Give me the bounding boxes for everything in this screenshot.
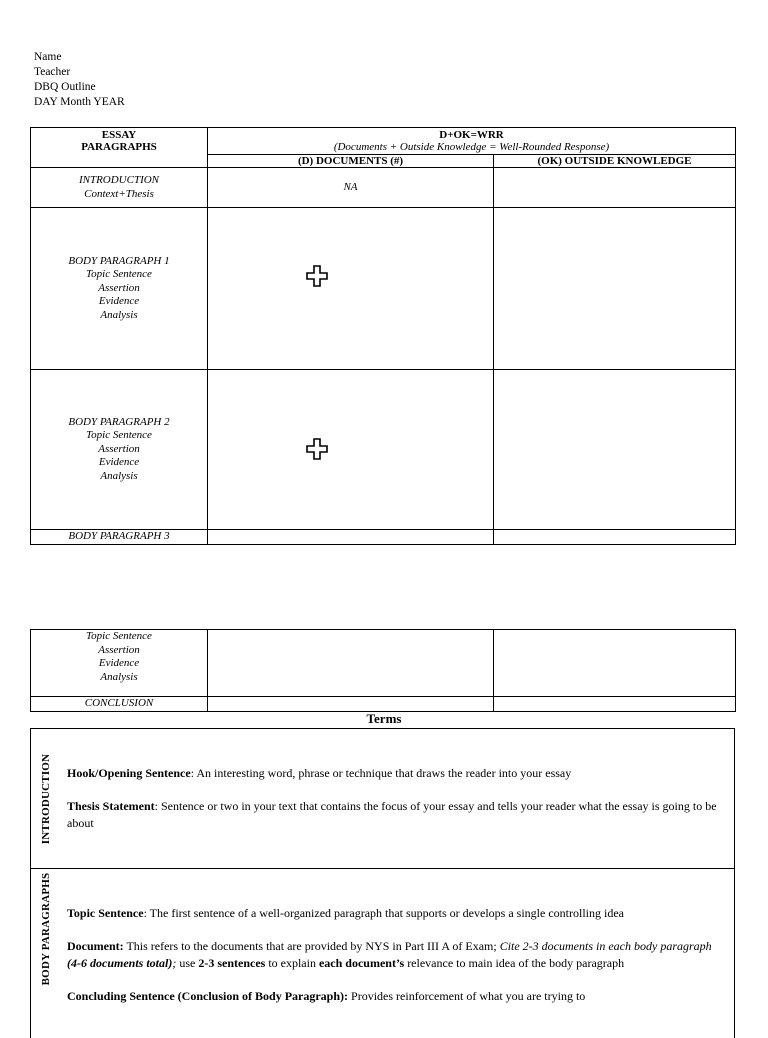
body3-line: Evidence	[98, 657, 140, 669]
concluding-term: Concluding Sentence (Conclusion of Body Paragraph):	[67, 989, 349, 1003]
conclusion-knowledge-cell[interactable]	[494, 697, 736, 712]
topic-def: : The first sentence of a well-organized paragraph that supports or develops a single controlling idea	[143, 906, 624, 920]
document-total: (4-6 documents total)	[67, 956, 173, 970]
body1-documents-cell[interactable]	[208, 208, 494, 370]
teacher-line: Teacher	[34, 66, 71, 78]
document-def4: relevance to main idea of the body paragraph	[404, 956, 625, 970]
body3-label	[31, 630, 208, 697]
outline-table-continued	[30, 629, 736, 712]
body2-documents-cell[interactable]	[208, 370, 494, 530]
document-each: each document’s	[318, 956, 405, 970]
essay-header-line2: PARAGRAPHS	[81, 141, 157, 153]
topic-term: Topic Sentence	[67, 906, 144, 920]
move-cross-icon	[306, 265, 328, 287]
formula: D+OK=WRR	[439, 129, 504, 141]
body3-line: Assertion	[98, 643, 140, 656]
body3-documents-cell-top[interactable]	[208, 530, 494, 545]
name-line: Name	[34, 51, 62, 63]
concluding-def: Provides reinforcement of what you are trying to	[348, 989, 586, 1003]
document-semicolon: ;	[172, 956, 177, 970]
document-cite: Cite 2-3 documents in each body paragraph	[499, 939, 712, 953]
introduction-label-text: INTRODUCTION	[40, 753, 52, 844]
body1-line: Evidence	[98, 295, 140, 308]
concluding-term-entry	[67, 988, 728, 1005]
essay-paragraphs-header	[31, 128, 208, 168]
body2-title: BODY PARAGRAPH 2	[68, 415, 170, 428]
body2-line: Topic Sentence	[86, 429, 152, 442]
intro-title: INTRODUCTION	[78, 174, 160, 186]
terms-title: Terms	[366, 711, 402, 726]
outline-title: DBQ Outline	[34, 81, 96, 93]
thesis-def: : Sentence or two in your text that contains the focus of your essay and tells your reader what the essay is going to be about	[67, 799, 717, 830]
intro-documents-cell[interactable]: NA	[208, 168, 494, 208]
conclusion-label: CONCLUSION	[31, 697, 208, 712]
thesis-term: Thesis Statement	[67, 799, 155, 813]
document-sentences: 2-3 sentences	[198, 956, 266, 970]
formula-header	[208, 128, 736, 155]
formula-note: (Documents + Outside Knowledge = Well-Rounded Response)	[333, 141, 610, 153]
body3-line: Analysis	[100, 670, 138, 683]
document-def3: to explain	[265, 956, 319, 970]
hook-def: : An interesting word, phrase or technique that draws the reader into your essay	[190, 766, 572, 780]
body1-label	[31, 208, 208, 370]
outline-table	[30, 127, 736, 545]
terms-body-box	[30, 868, 735, 1038]
body2-knowledge-cell[interactable]	[494, 370, 736, 530]
introduction-terms	[67, 765, 728, 848]
hook-term: Hook/Opening Sentence	[67, 766, 191, 780]
terms-introduction-box	[30, 728, 735, 869]
introduction-vertical-label	[31, 729, 61, 868]
essay-header-line1: ESSAY	[101, 129, 137, 141]
body1-line: Assertion	[98, 281, 140, 294]
conclusion-documents-cell[interactable]	[208, 697, 494, 712]
document-header	[34, 50, 125, 110]
outside-knowledge-header: (OK) OUTSIDE KNOWLEDGE	[494, 155, 736, 168]
intro-knowledge-cell[interactable]	[494, 168, 736, 208]
document-term: Document:	[67, 939, 124, 953]
body2-line: Analysis	[100, 469, 138, 482]
body3-knowledge-cell[interactable]	[494, 630, 736, 697]
body-paragraphs-vertical-label	[31, 869, 61, 988]
date-line: DAY Month YEAR	[34, 96, 125, 108]
body1-knowledge-cell[interactable]	[494, 208, 736, 370]
document-def1: This refers to the documents that are provided by NYS in Part III A of Exam;	[123, 939, 500, 953]
body3-documents-cell[interactable]	[208, 630, 494, 697]
body-label-text: BODY PARAGRAPHS	[40, 872, 52, 985]
body3-line: Topic Sentence	[86, 630, 152, 642]
intro-sub: Context+Thesis	[84, 187, 154, 200]
body2-label	[31, 370, 208, 530]
body2-line: Evidence	[98, 456, 140, 469]
move-cross-icon	[306, 438, 328, 460]
body-terms	[67, 905, 728, 1021]
body1-line: Analysis	[100, 308, 138, 321]
hook-term-entry	[67, 765, 728, 782]
body3-knowledge-cell-top[interactable]	[494, 530, 736, 545]
topic-term-entry	[67, 905, 728, 922]
thesis-term-entry	[67, 798, 728, 832]
body3-title: BODY PARAGRAPH 3	[31, 530, 208, 545]
body2-line: Assertion	[98, 442, 140, 455]
body1-title: BODY PARAGRAPH 1	[68, 254, 170, 267]
document-def2: use	[176, 956, 199, 970]
document-term-entry	[67, 938, 728, 972]
introduction-label	[31, 168, 208, 208]
body1-line: Topic Sentence	[86, 268, 152, 281]
documents-header: (D) DOCUMENTS (#)	[208, 155, 494, 168]
